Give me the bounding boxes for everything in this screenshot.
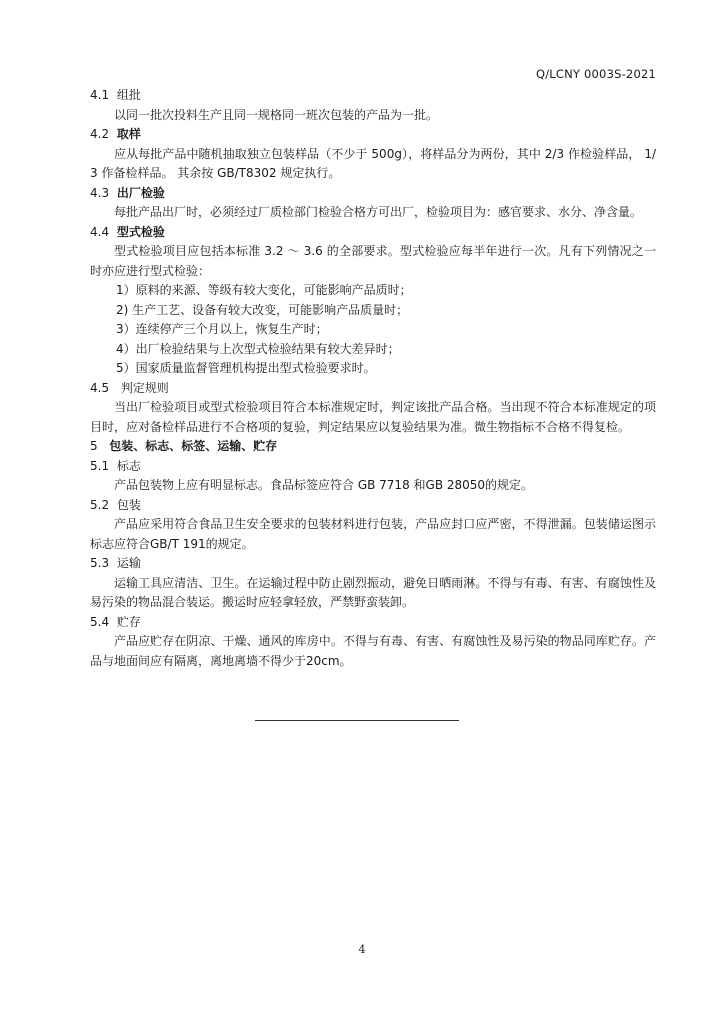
section-body-4-1: 以同一批次投料生产且同一规格同一班次包装的产品为一批。 bbox=[114, 107, 439, 122]
section-title: 组批 bbox=[116, 88, 141, 102]
section-body-4-5: 当出厂检验项目或型式检验项目符合本标准规定时，判定该批产品合格。当出现不符合本标准规定的项目时，应对备检样品进行不合格项的复验，判定结果应以复验结果为准。微生物指标不合格不得复检。 bbox=[90, 400, 656, 434]
section-heading-4-3 bbox=[90, 184, 656, 204]
section-body-5-4: 产品应贮存在阴凉、干燥、通风的库房中。不得与有毒、有害、有腐蚀性及易污染的物品同库贮存。产品与地面间应有隔离，离地离墙不得少于20cm。 bbox=[90, 634, 656, 668]
section-title: 贮存 bbox=[116, 614, 141, 629]
section-heading-5 bbox=[90, 437, 656, 457]
section-heading-5-3 bbox=[90, 554, 656, 574]
list-item: 5）国家质量监督管理机构提出型式检验要求时。 bbox=[116, 361, 376, 375]
list-item: 4）出厂检验结果与上次型式检验结果有较大差异时； bbox=[116, 341, 400, 356]
section-title: 型式检验 bbox=[116, 224, 165, 239]
section-title: 包装 bbox=[116, 497, 141, 512]
section-number: 4.1 bbox=[90, 88, 110, 102]
section-title: 标志 bbox=[116, 458, 141, 473]
section-title: 取样 bbox=[116, 127, 141, 141]
section-body-5-3: 运输工具应清洁、卫生。在运输过程中防止剧烈振动，避免日晒雨淋。不得与有毒、有害、有腐蚀性及易污染的物品混合装运。搬运时应轻拿轻放，严禁野蛮装卸。 bbox=[90, 575, 656, 609]
section-number: 4.2 bbox=[90, 127, 110, 141]
end-divider-line bbox=[255, 720, 459, 721]
section-number: 5.4 bbox=[90, 614, 110, 629]
section-body-4-2: 应从每批产品中随机抽取独立包装样品（不少于 500g），将样品分为两份，其中 2/3 作检验样品， 1/3 作备检样品。 其余按 GB/T8302 规定执行。 bbox=[90, 146, 656, 180]
section-heading-4-4 bbox=[90, 223, 656, 243]
list-item: 2) 生产工艺、设备有较大改变，可能影响产品质量时； bbox=[116, 302, 409, 317]
section-body-5-1: 产品包装物上应有明显标志。食品标签应符合 GB 7718 和GB 28050的规定。 bbox=[114, 478, 534, 492]
section-number: 4.3 bbox=[90, 185, 110, 200]
section-heading-4-1 bbox=[90, 86, 656, 106]
section-title: 出厂检验 bbox=[116, 185, 165, 200]
section-title: 包装、标志、标签、运输、贮存 bbox=[109, 439, 278, 453]
section-heading-5-4 bbox=[90, 613, 656, 633]
section-body-5-2: 产品应采用符合食品卫生安全要求的包装材料进行包装，产品应封口应严密，不得泄漏。包装储运图示标志应符合GB/T 191的规定。 bbox=[90, 517, 656, 551]
list-item: 3）连续停产三个月以上，恢复生产时； bbox=[116, 322, 328, 336]
section-heading-4-2 bbox=[90, 125, 656, 145]
section-number: 4.4 bbox=[90, 224, 110, 239]
section-heading-5-2 bbox=[90, 496, 656, 516]
section-body-4-4: 型式检验项目应包括本标准 3.2 ～ 3.6 的全部要求。型式检验应每半年进行一次。凡有下列情况之一时亦应进行型式检验： bbox=[90, 244, 656, 278]
section-number: 4.5 bbox=[90, 380, 110, 395]
section-number: 5.2 bbox=[90, 497, 110, 512]
section-number: 5 bbox=[90, 439, 98, 453]
list-item: 1）原料的来源、等级有较大变化，可能影响产品质时； bbox=[116, 283, 412, 297]
section-heading-4-5 bbox=[90, 379, 656, 399]
document-body bbox=[90, 86, 656, 671]
section-body-4-3: 每批产品出厂时，必须经过厂质检部门检验合格方可出厂，检验项目为：感官要求、水分、净含量。 bbox=[114, 205, 643, 219]
page-number: 4 bbox=[358, 943, 366, 956]
document-code: Q/LCNY 0003S-2021 bbox=[535, 67, 656, 81]
section-title: 运输 bbox=[116, 556, 141, 570]
section-number: 5.3 bbox=[90, 556, 110, 570]
section-title: 判定规则 bbox=[120, 380, 169, 395]
section-heading-5-1 bbox=[90, 457, 656, 477]
section-number: 5.1 bbox=[90, 458, 110, 473]
